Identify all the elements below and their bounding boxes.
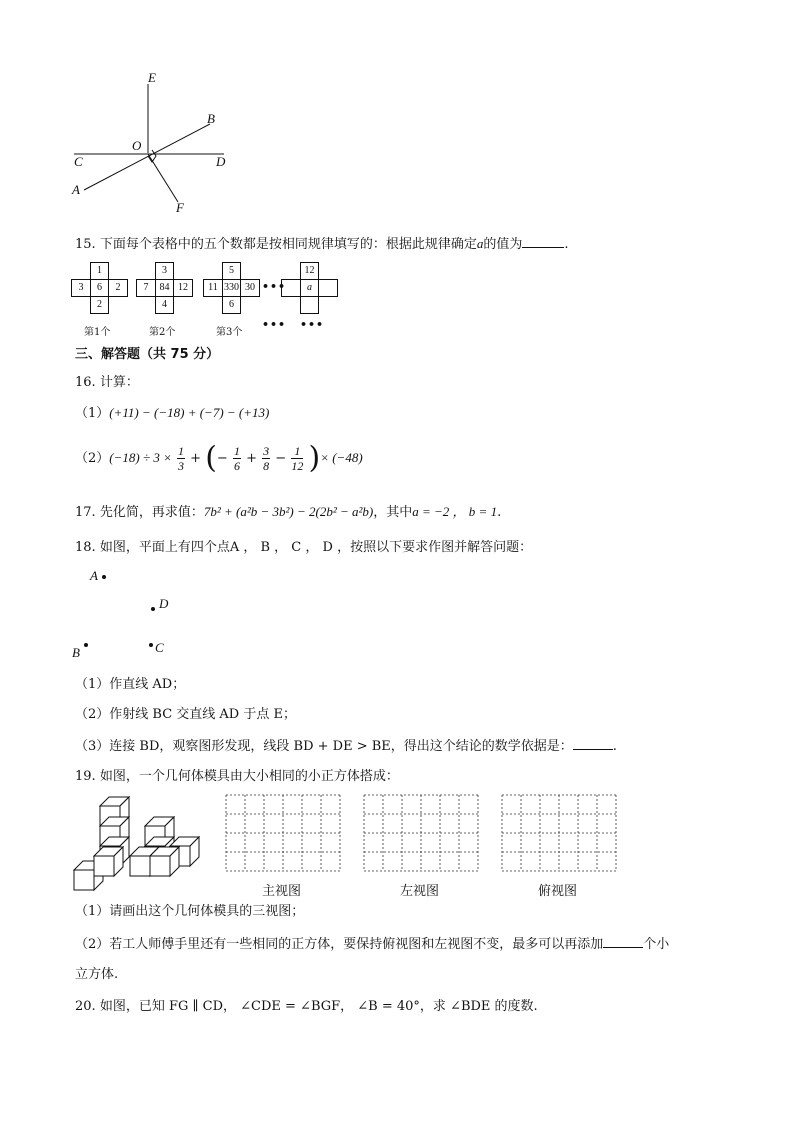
t4-top: 12: [300, 262, 319, 280]
t2-caption: 第2个: [149, 327, 176, 338]
q16-p2-tail: × (−48): [320, 450, 363, 465]
q18-part3: [75, 737, 617, 756]
t4-left: [281, 279, 301, 297]
paren-open: (: [205, 440, 217, 476]
frac-den: 6: [233, 459, 240, 473]
point-d-label: D: [159, 596, 169, 611]
q18-p3-text: （3）连接 BD，观察图形发现，线段 BD + DE > BE，得出这个结论的数学依据是：: [75, 739, 573, 754]
t2-left: 7: [136, 279, 156, 297]
q19-part2: [75, 935, 669, 954]
q19-p2-tail: 个小: [643, 937, 670, 952]
t2-bottom: 4: [155, 296, 174, 314]
point-c-label: C: [155, 640, 164, 655]
ellipsis-2: •••: [262, 318, 287, 331]
q20-number: 20.: [75, 999, 96, 1014]
t1-center: 6: [90, 279, 109, 297]
section-heading: 三、解答题（共 75 分）: [75, 347, 220, 362]
q19-text: [75, 768, 399, 786]
point-d: [151, 607, 155, 611]
q19-part1: （1）请画出这个几何体模具的三视图；: [75, 904, 305, 919]
q18-answer-blank: [573, 737, 613, 750]
t3-caption: 第3个: [216, 327, 243, 338]
left-view-caption: 左视图: [400, 884, 440, 899]
cube-model-figure: [70, 794, 200, 894]
ellipsis-1: •••: [262, 280, 287, 293]
t2-right: 12: [173, 279, 193, 297]
t3-bottom: 6: [222, 296, 241, 314]
q15-variable: a: [476, 236, 484, 251]
fraction-1-12: [291, 444, 303, 473]
label-c: C: [74, 154, 83, 169]
label-d: D: [216, 154, 226, 169]
q17-condition: a = −2 ， b = 1: [412, 504, 498, 519]
q17-cond-text: ，其中: [373, 505, 413, 520]
q16-part2: [75, 436, 363, 480]
point-b-label: B: [72, 645, 80, 660]
q15-text-before: 下面每个表格中的五个数都是按相同规律填写的：根据此规律确定: [99, 237, 477, 252]
top-view-caption: 俯视图: [538, 884, 578, 899]
q15-answer-blank: [522, 235, 564, 248]
label-o: O: [132, 138, 142, 153]
left-view-grid[interactable]: [363, 794, 479, 872]
q16-p1-expression: (+11) − (−18) + (−7) − (+13): [109, 405, 270, 420]
label-a: A: [72, 182, 80, 197]
q19-answer-blank: [603, 935, 643, 948]
q15-number: 15.: [75, 237, 96, 252]
t1-right: 2: [108, 279, 128, 297]
t1-bottom: 2: [90, 296, 109, 314]
top-view-grid[interactable]: [501, 794, 617, 872]
front-view-caption: 主视图: [262, 884, 302, 899]
q17-lead: 先化简，再求值：: [99, 505, 204, 520]
q16-p2-a: (−18) ÷ 3 ×: [109, 450, 172, 465]
q20-text: [75, 998, 538, 1016]
q19-p2-text: （2）若工人师傅手里还有一些相同的正方体，要保持俯视图和左视图不变，最多可以再添加: [75, 937, 604, 952]
frac-num: 1: [178, 444, 185, 458]
paren-close: ): [308, 440, 321, 476]
q16-p2-label: （2）: [75, 451, 110, 466]
t3-right: 30: [240, 279, 260, 297]
angle-figure: [66, 68, 236, 218]
label-b: B: [207, 111, 215, 126]
t4-right: [318, 279, 338, 297]
cube-model-svg: [70, 794, 200, 894]
frac-num: 1: [233, 444, 240, 458]
q16-title: [75, 374, 139, 392]
t3-left: 11: [203, 279, 223, 297]
t4-center: a: [300, 279, 319, 297]
q19-part2-cont: 立方体.: [75, 967, 119, 982]
q18-part1: （1）作直线 AD；: [75, 677, 186, 692]
q20-prompt: 如图，已知 FG ∥ CD， ∠CDE = ∠BGF， ∠B = 40°，求 ∠BDE 的度数.: [99, 999, 538, 1014]
q17-end: .: [497, 505, 502, 520]
q17-number: 17.: [75, 505, 96, 520]
point-a: [102, 575, 106, 579]
q19-number: 19.: [75, 769, 96, 784]
t2-center: 84: [155, 279, 174, 297]
q16-minus: −: [216, 451, 228, 466]
q18-number: 18.: [75, 540, 96, 555]
q15-text-after: 的值为: [483, 237, 523, 252]
q15-end: .: [564, 237, 569, 252]
t1-top: 1: [90, 262, 109, 280]
q19-prompt: 如图，一个几何体模具由大小相同的小正方体搭成：: [99, 769, 399, 784]
angle-figure-svg: [66, 68, 236, 218]
q18-text: [75, 539, 532, 557]
q18-p3-end: .: [612, 739, 617, 754]
q15-text: [75, 235, 569, 254]
fraction-3-8: [262, 444, 270, 473]
t3-top: 5: [222, 262, 241, 280]
point-a-label: A: [90, 568, 98, 583]
q16-minus2: −: [275, 451, 287, 466]
q18-prompt: 如图，平面上有四个点A ， B ， C ， D ，按照以下要求作图并解答问题：: [99, 540, 533, 555]
t2-top: 3: [155, 262, 174, 280]
q17-text: [75, 503, 501, 522]
t1-left: 3: [71, 279, 91, 297]
line-ab: [84, 124, 210, 190]
label-f: F: [176, 200, 184, 215]
frac-den: 8: [263, 459, 270, 473]
q16-p1-label: （1）: [75, 406, 110, 421]
q16-number: 16.: [75, 375, 96, 390]
t3-center: 330: [222, 279, 241, 297]
fraction-1-6: [233, 444, 241, 473]
label-e: E: [148, 70, 156, 85]
q16-title-text: 计算：: [99, 375, 139, 390]
frac-num: 3: [263, 444, 270, 458]
q16-part1: [75, 404, 269, 423]
frac-den: 12: [291, 459, 304, 473]
t1-caption: 第1个: [84, 327, 111, 338]
cube: [150, 847, 179, 876]
q16-plus2: +: [246, 451, 258, 466]
ellipsis-3: •••: [300, 318, 325, 331]
fraction-1-3: [177, 444, 185, 473]
q17-expression: 7b² + (a²b − 3b²) − 2(2b² − a²b): [203, 504, 374, 519]
t4-bottom: [300, 296, 319, 314]
frac-den: 3: [178, 459, 185, 473]
point-c: [149, 643, 153, 647]
q18-part2: （2）作射线 BC 交直线 AD 于点 E；: [75, 707, 296, 722]
point-b: [84, 643, 88, 647]
front-view-grid[interactable]: [225, 794, 341, 872]
frac-num: 1: [291, 444, 303, 459]
cube: [94, 847, 123, 876]
q16-plus: +: [190, 451, 202, 466]
